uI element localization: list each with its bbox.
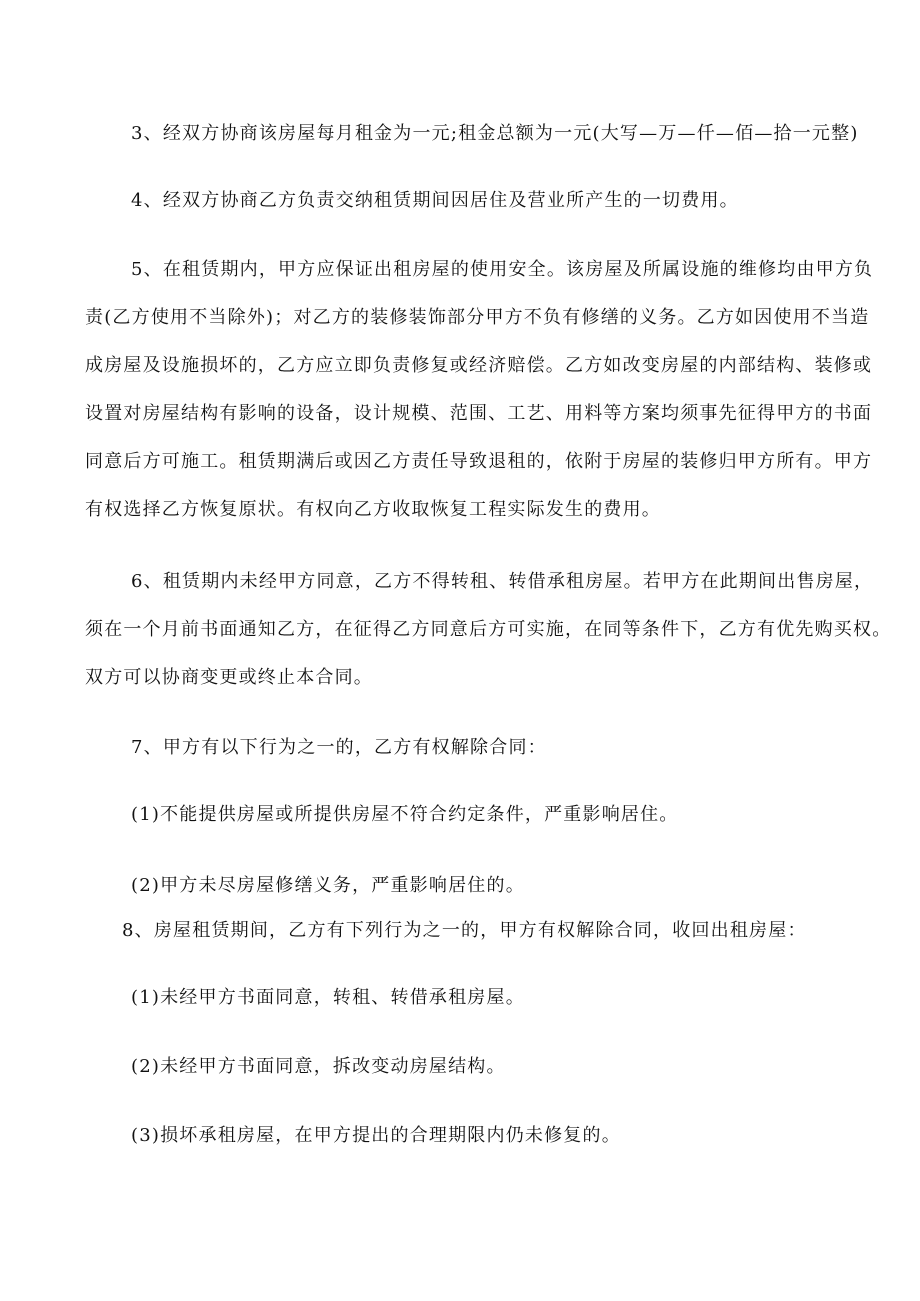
clause-8-line: 8、房屋租赁期间，乙方有下列行为之一的，甲方有权解除合同，收回出租房屋： [122, 920, 807, 941]
clause-6-line-2: 须在一个月前书面通知乙方，在征得乙方同意后方可实施，在同等条件下，乙方有优先购买权。 [85, 619, 892, 640]
clause-7-line: 7、甲方有以下行为之一的，乙方有权解除合同： [131, 737, 547, 758]
clause-5-line-3: 成房屋及设施损坏的，乙方应立即负责修复或经济赔偿。乙方如改变房屋的内部结构、装修或 [85, 355, 873, 376]
clause-8-item-1: (1)未经甲方书面同意，转租、转借承租房屋。 [131, 987, 525, 1008]
clause-3-line: 3、经双方协商该房屋每月租金为一元;租金总额为一元(大写—万—仟—佰—拾一元整) [131, 123, 859, 144]
clause-5-line-1: 5、在租赁期内，甲方应保证出租房屋的使用安全。该房屋及所属设施的维修均由甲方负 [131, 259, 874, 280]
clause-5-line-4: 设置对房屋结构有影响的设备，设计规模、范围、工艺、用料等方案均须事先征得甲方的书面 [85, 403, 873, 424]
clause-5-line-5: 同意后方可施工。租赁期满后或因乙方责任导致退租的，依附于房屋的装修归甲方所有。甲方 [85, 451, 873, 472]
clause-7-item-2: (2)甲方未尽房屋修缮义务，严重影响居住的。 [131, 875, 525, 896]
clause-7-item-1: (1)不能提供房屋或所提供房屋不符合约定条件，严重影响居住。 [131, 804, 679, 825]
clause-4-line: 4、经双方协商乙方负责交纳租赁期间因居住及营业所产生的一切费用。 [131, 190, 739, 211]
clause-6-line-3: 双方可以协商变更或终止本合同。 [85, 667, 373, 688]
clause-5-line-2: 责(乙方使用不当除外)；对乙方的装修装饰部分甲方不负有修缮的义务。乙方如因使用不当造 [85, 307, 870, 328]
clause-5-line-6: 有权选择乙方恢复原状。有权向乙方收取恢复工程实际发生的费用。 [85, 499, 661, 520]
clause-8-item-2: (2)未经甲方书面同意，拆改变动房屋结构。 [131, 1056, 506, 1077]
clause-8-item-3: (3)损坏承租房屋，在甲方提出的合理期限内仍未修复的。 [131, 1125, 621, 1146]
clause-6-line-1: 6、租赁期内未经甲方同意，乙方不得转租、转借承租房屋。若甲方在此期间出售房屋， [131, 571, 874, 592]
